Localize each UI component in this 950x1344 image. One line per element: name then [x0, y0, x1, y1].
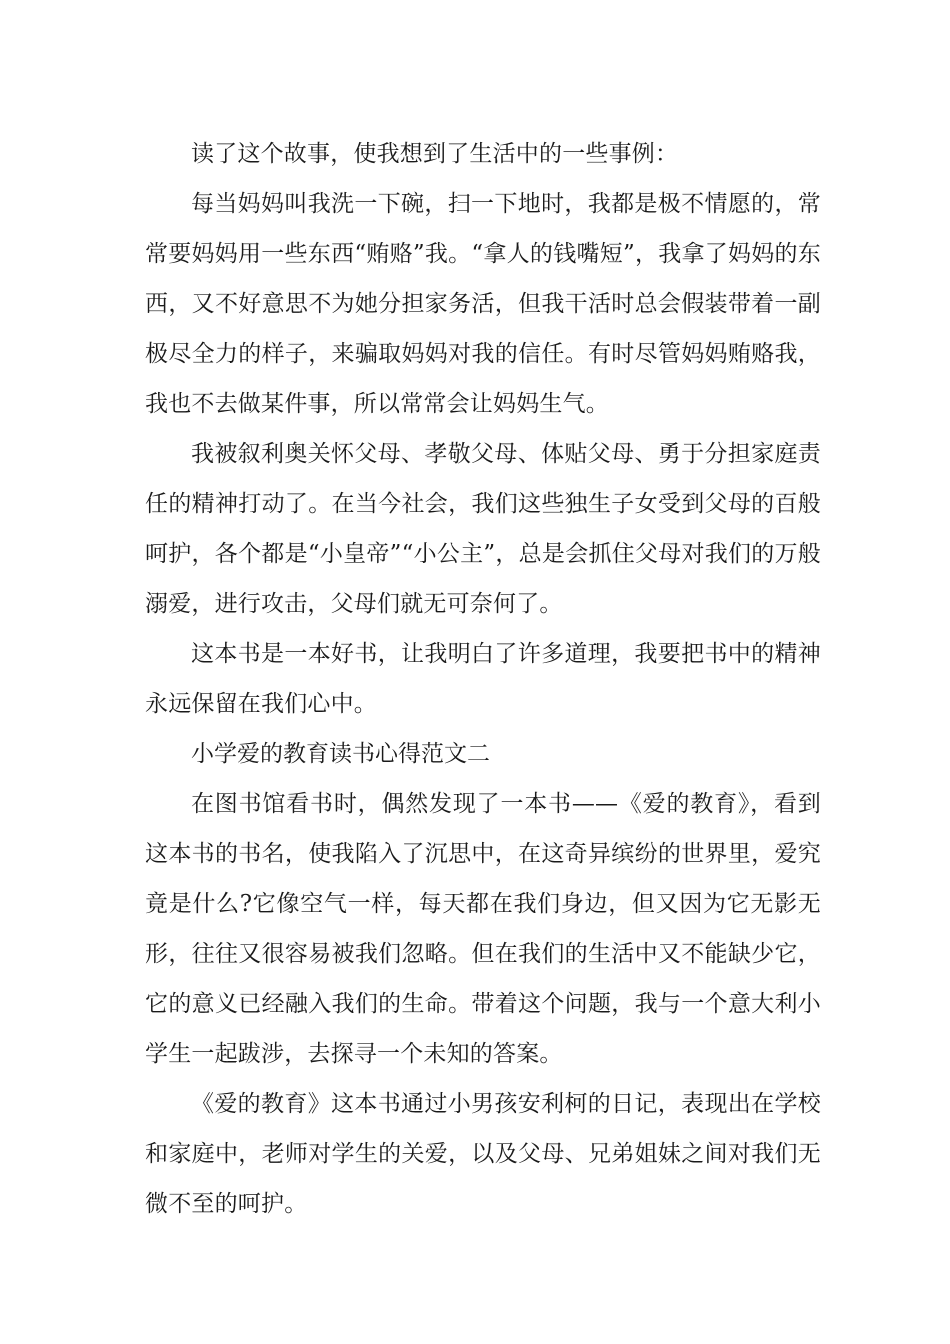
- paragraph-4: 这本书是一本好书，让我明白了许多道理，我要把书中的精神永远保留在我们心中。: [145, 641, 821, 717]
- document-body: [145, 129, 821, 1229]
- section-title: 小学爱的教育读书心得范文二: [191, 741, 490, 767]
- paragraph-3: 我被叙利奥关怀父母、孝敬父母、体贴父母、勇于分担家庭责任的精神打动了。在当今社会，我们这些独生子女受到父母的百般呵护，各个都是“小皇帝”“小公主”，总是会抓住父母对我们的万般溺爱，进行攻击，父母们就无可奈何了。: [145, 441, 821, 617]
- section-paragraph-1: 在图书馆看书时，偶然发现了一本书——《爱的教育》，看到这本书的书名，使我陷入了沉思中，在这奇异缤纷的世界里，爱究竟是什么?它像空气一样，每天都在我们身边，但又因为它无影无形，往往又很容易被我们忽略。但在我们的生活中又不能缺少它，它的意义已经融入我们的生命。带着这个问题，我与一个意大利小学生一起跋涉，去探寻一个未知的答案。: [145, 791, 821, 1067]
- paragraph-1: 读了这个故事，使我想到了生活中的一些事例：: [191, 141, 679, 167]
- section-paragraph-2: 《爱的教育》这本书通过小男孩安利柯的日记，表现出在学校和家庭中，老师对学生的关爱，以及父母、兄弟姐妹之间对我们无微不至的呵护。: [145, 1091, 821, 1217]
- paragraph-2: 每当妈妈叫我洗一下碗，扫一下地时，我都是极不情愿的，常常要妈妈用一些东西“贿赂”我。“拿人的钱嘴短”，我拿了妈妈的东西，又不好意思不为她分担家务活，但我干活时总会假装带着一副极尽全力的样子，来骗取妈妈对我的信任。有时尽管妈妈贿赂我，我也不去做某件事，所以常常会让妈妈生气。: [145, 191, 821, 417]
